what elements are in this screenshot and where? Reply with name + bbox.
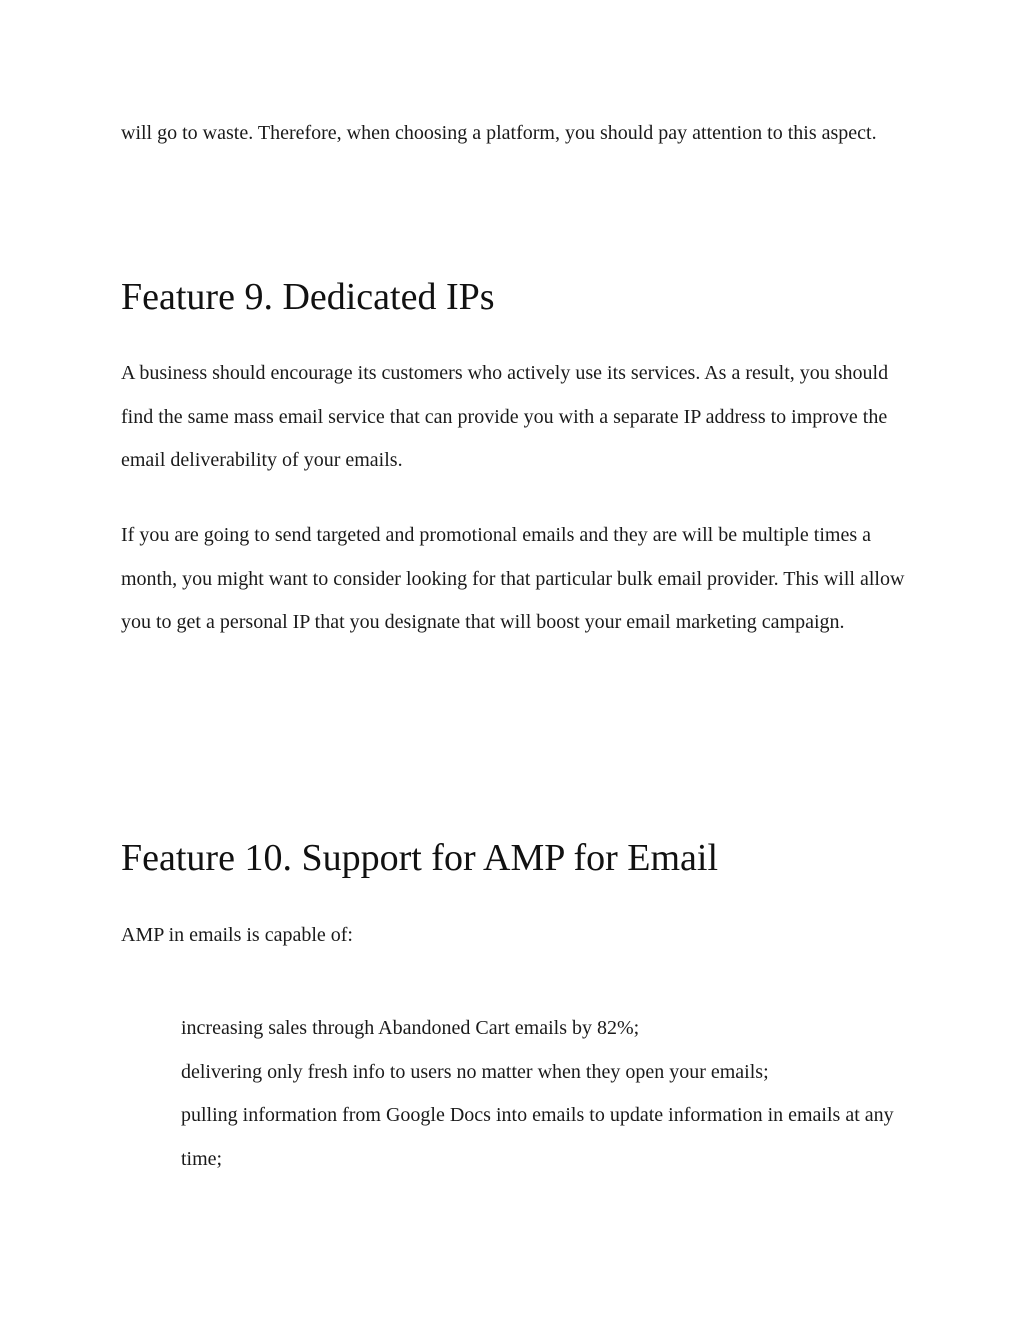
list-item: pulling information from Google Docs into emails to update information in emails at any time; (181, 1104, 894, 1170)
list-item: delivering only fresh info to users no matter when they open your emails; (181, 1060, 769, 1083)
amp-capabilities-list (181, 1007, 901, 1181)
section-9-heading: Feature 9. Dedicated IPs (121, 276, 495, 318)
intro-paragraph: will go to waste. Therefore, when choosing a platform, you should pay attention to this aspect. (121, 122, 877, 144)
section-9-paragraph-1: A business should encourage its customers who actively use its services. As a result, you should find the same mass email service that can provide you with a separate IP address to improve the email deliverability of your emails. (121, 362, 889, 471)
list-item: increasing sales through Abandoned Cart emails by 82%; (181, 1017, 640, 1039)
section-9-paragraph-2: If you are going to send targeted and promotional emails and they are will be multiple times a month, you might want to consider looking for that particular bulk email provider. This will allow you to get a personal IP that you designate that will boost your email marketing campaign. (121, 524, 905, 633)
section-10-heading: Feature 10. Support for AMP for Email (121, 837, 719, 879)
section-10-intro: AMP in emails is capable of: (121, 924, 353, 946)
